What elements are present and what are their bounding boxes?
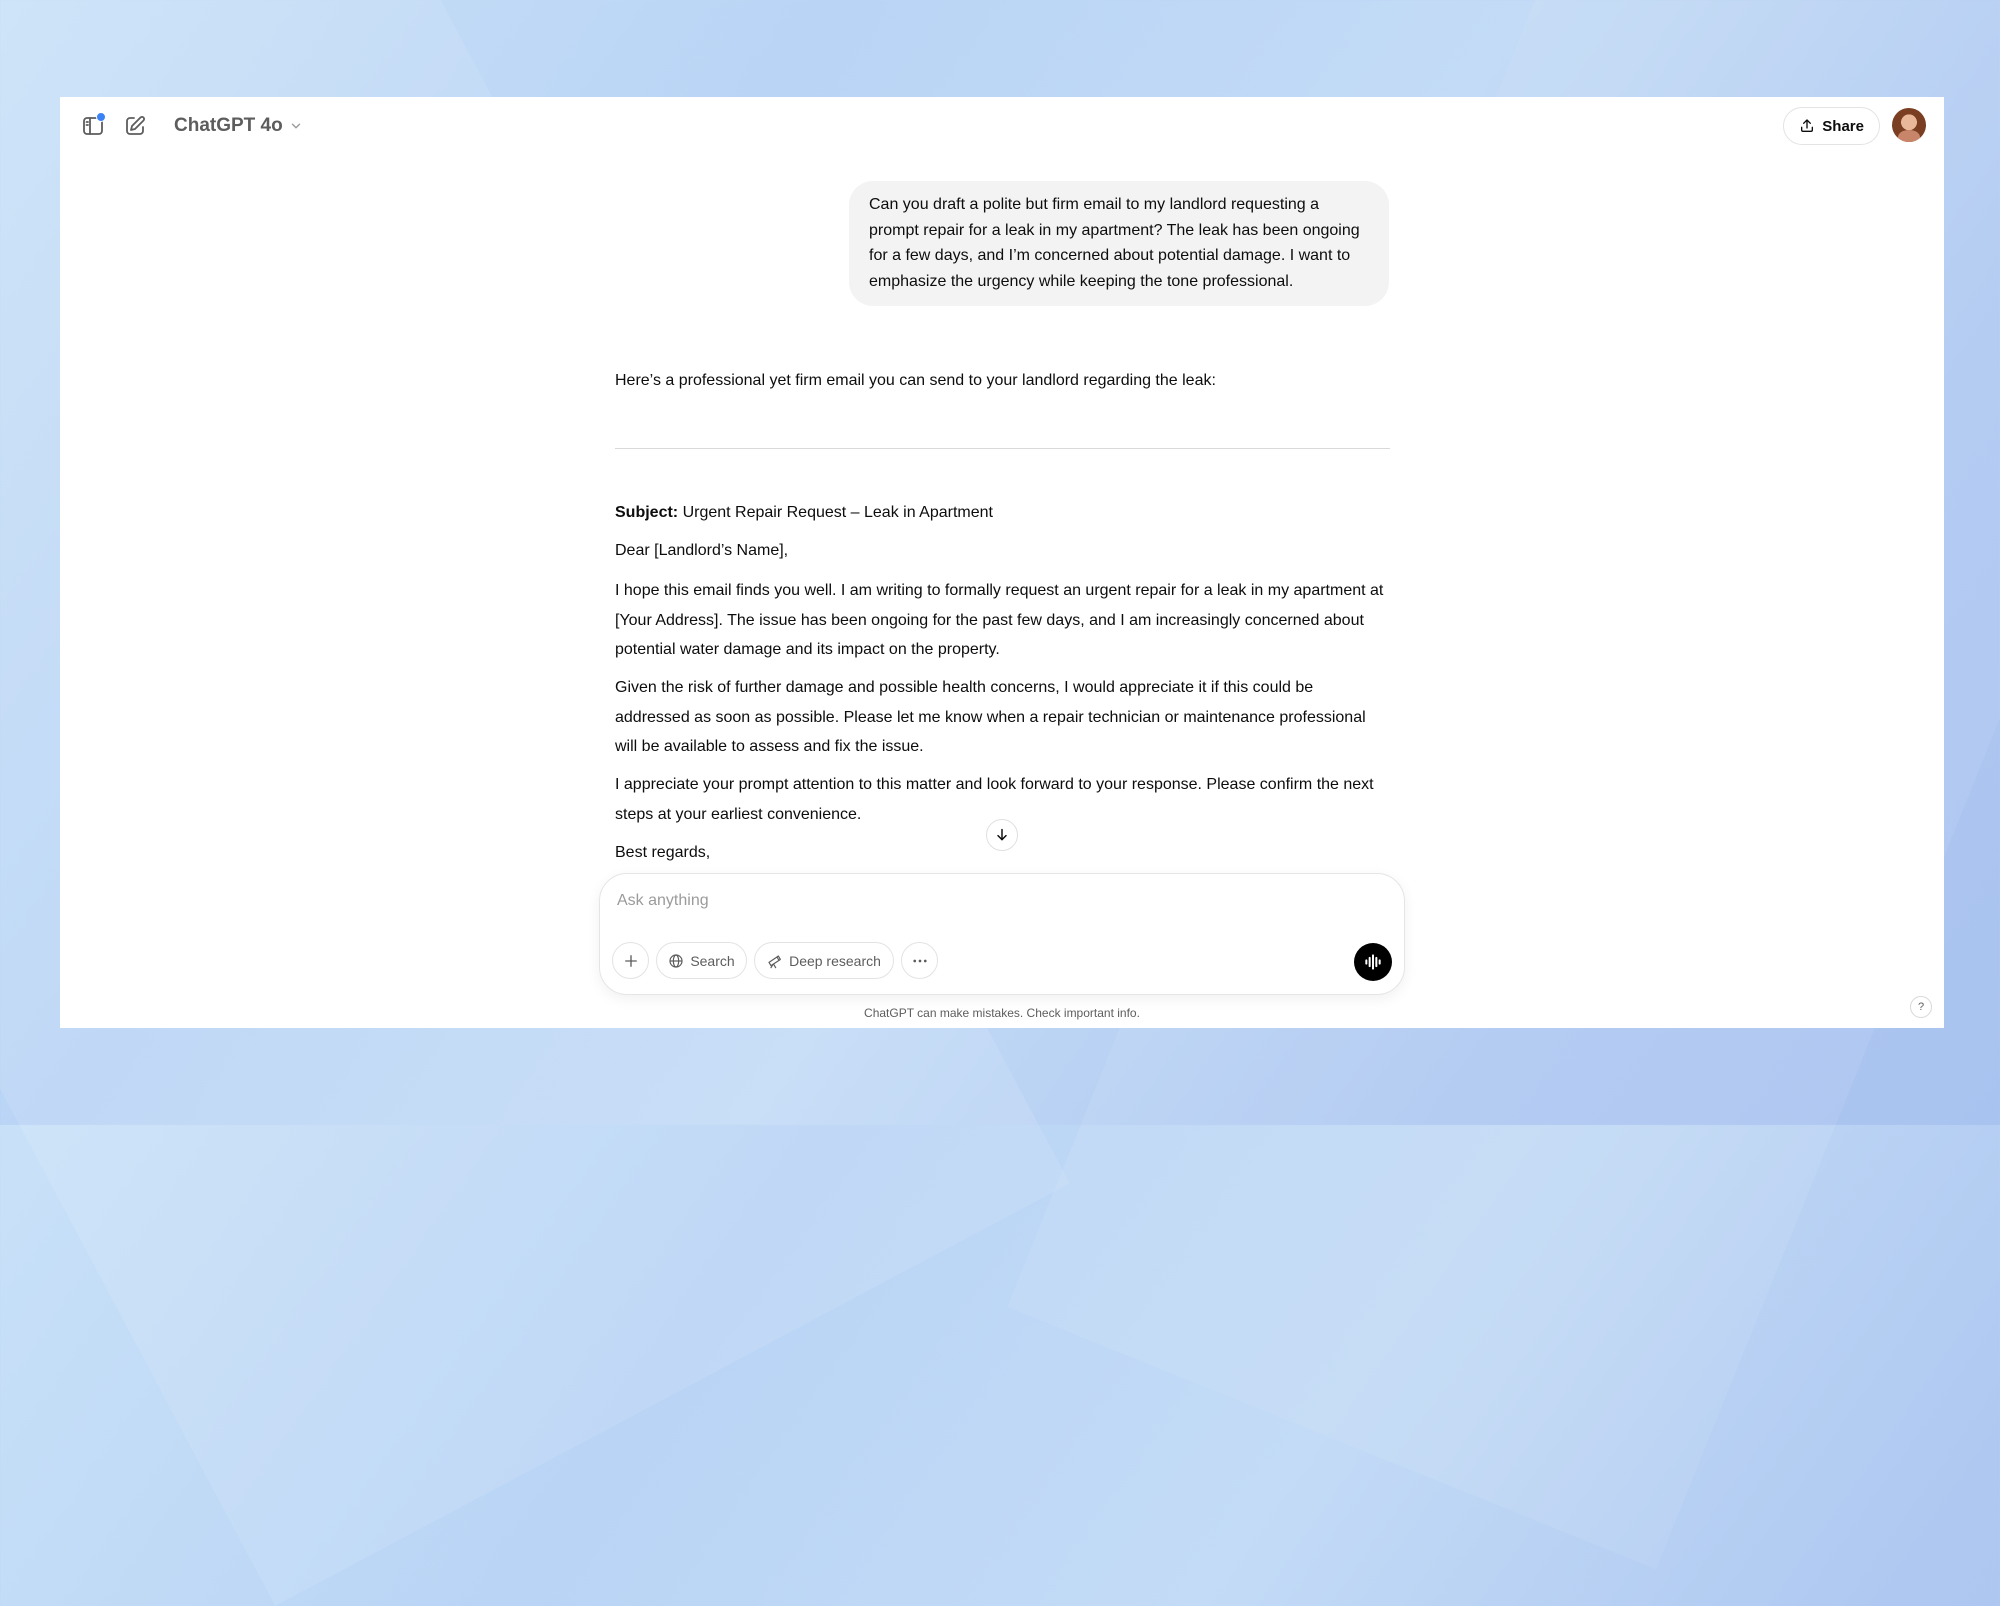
telescope-icon: [767, 953, 783, 969]
deep-research-label: Deep research: [789, 952, 881, 969]
new-chat-button[interactable]: [118, 109, 152, 143]
more-tools-button[interactable]: [901, 942, 938, 979]
email-paragraph: I appreciate your prompt attention to this matter and look forward to your response. Please confirm the next steps at your earliest convenience.: [615, 776, 1374, 823]
disclaimer-text: ChatGPT can make mistakes. Check important info.: [864, 1006, 1140, 1020]
voice-mode-button[interactable]: [1354, 943, 1392, 981]
help-button[interactable]: ?: [1910, 996, 1932, 1018]
email-subject: [615, 501, 1390, 525]
search-label: Search: [690, 952, 735, 969]
prompt-input[interactable]: [617, 888, 1317, 914]
subject-label: Subject:: [615, 504, 679, 521]
search-button[interactable]: [656, 942, 747, 979]
deep-research-button[interactable]: [754, 942, 894, 979]
chat-window: [60, 97, 1944, 1028]
model-name: ChatGPT 4o: [174, 115, 283, 136]
edit-icon: [123, 114, 147, 138]
message-composer: [599, 873, 1405, 995]
share-button[interactable]: [1783, 107, 1880, 145]
subject-text: Urgent Repair Request – Leak in Apartment: [678, 504, 993, 521]
voice-waveform-icon: [1363, 952, 1383, 972]
attach-button[interactable]: [612, 942, 649, 979]
notification-dot: [96, 112, 106, 122]
email-paragraph: I hope this email finds you well. I am writing to formally request an urgent repair for a leak in my apartment at [Your Address]. The issue has been ongoing for the past few days, and I am increasingly concerned about potential water damage and its impact on the property.: [615, 582, 1384, 658]
plus-icon: [622, 952, 640, 970]
upload-icon: [1799, 118, 1815, 134]
chevron-down-icon: [289, 119, 303, 133]
top-bar: [60, 97, 1944, 155]
sidebar-toggle-button[interactable]: [76, 109, 110, 143]
share-label: Share: [1822, 117, 1864, 135]
user-message: Can you draft a polite but firm email to my landlord requesting a prompt repair for a leak in my apartment? The leak has been ongoing for a few days, and I’m concerned about potential damage. I want to emphasize the urgency while keeping the tone professional.: [849, 181, 1389, 306]
globe-icon: [668, 953, 684, 969]
ellipsis-icon: [911, 952, 929, 970]
email-greeting: Dear [Landlord’s Name],: [615, 542, 789, 559]
email-signoff: Best regards,: [615, 844, 711, 861]
divider: [615, 448, 1390, 449]
model-selector[interactable]: [168, 110, 309, 142]
avatar[interactable]: [1892, 108, 1926, 142]
email-paragraph: Given the risk of further damage and possible health concerns, I would appreciate it if this could be addressed as soon as possible. Please let me know when a repair technician or maintenance professional will be available to assess and fix the issue.: [615, 679, 1366, 755]
scroll-to-bottom-button[interactable]: [986, 819, 1018, 851]
arrow-down-icon: [994, 827, 1010, 843]
assistant-intro: Here’s a professional yet firm email you can send to your landlord regarding the leak:: [615, 372, 1216, 389]
